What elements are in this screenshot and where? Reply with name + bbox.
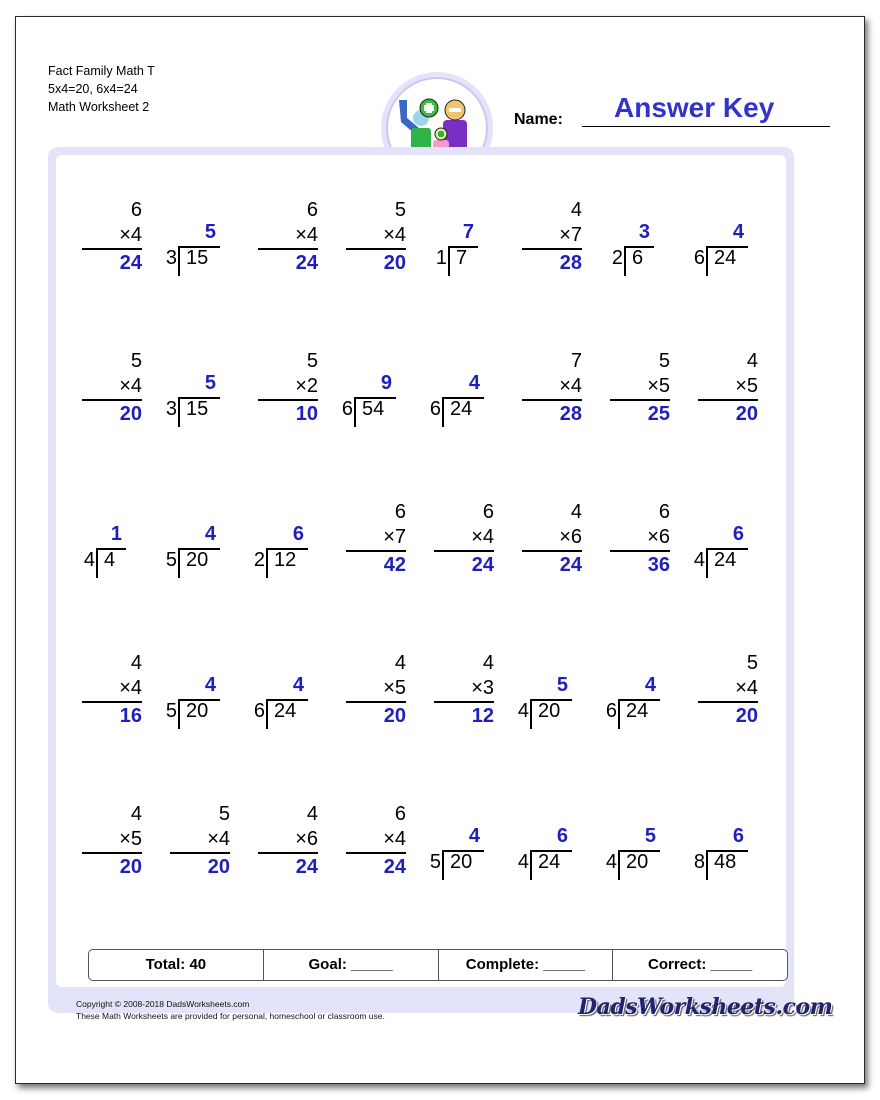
- product-answer: 20: [383, 705, 406, 727]
- division-problem: [693, 220, 748, 276]
- divisor: 8: [693, 851, 705, 873]
- factor-top: 6: [394, 501, 406, 523]
- quotient-answer: 5: [556, 674, 568, 696]
- factor-top: 6: [482, 501, 494, 523]
- division-problem: [693, 522, 748, 578]
- multiplication-problem: [258, 802, 318, 881]
- division-problem: [341, 371, 396, 427]
- product-answer: 24: [383, 856, 406, 878]
- division-problem: [611, 220, 654, 276]
- dividend: 24: [714, 549, 737, 571]
- quotient-answer: 4: [204, 523, 216, 545]
- quotient-answer: 7: [462, 221, 474, 243]
- factor-bottom: ×5: [82, 827, 142, 854]
- quotient-answer: 4: [204, 674, 216, 696]
- division-problem: [517, 824, 572, 880]
- quotient-answer: 3: [638, 221, 650, 243]
- multiplication-problem: [170, 802, 230, 881]
- factor-bottom: ×3: [434, 676, 494, 703]
- product-answer: 20: [207, 856, 230, 878]
- multiplication-problem: [610, 500, 670, 579]
- division-problem: [693, 824, 748, 880]
- divisor: 4: [83, 549, 95, 571]
- dividend: 20: [186, 549, 209, 571]
- multiplication-problem: [82, 198, 142, 277]
- division-problem: [165, 522, 220, 578]
- complete-score[interactable]: Complete: _____: [439, 950, 614, 980]
- multiplication-problem: [82, 651, 142, 730]
- quotient-answer: 4: [468, 372, 480, 394]
- division-problem: [253, 673, 308, 729]
- name-label: Name:: [514, 111, 563, 128]
- name-area: [514, 85, 834, 129]
- factor-bottom: ×6: [522, 525, 582, 552]
- factor-top: 5: [130, 350, 142, 372]
- division-problem: [253, 522, 308, 578]
- divisor: 2: [611, 247, 623, 269]
- worksheet-title: Fact Family Math T: [48, 64, 155, 78]
- divisor: 5: [165, 700, 177, 722]
- quotient-answer: 6: [556, 825, 568, 847]
- factor-bottom: ×5: [610, 374, 670, 401]
- dividend: 15: [186, 247, 209, 269]
- multiplication-problem: [82, 349, 142, 428]
- product-answer: 20: [735, 705, 758, 727]
- division-problem: [165, 371, 220, 427]
- factor-bottom: ×4: [698, 676, 758, 703]
- worksheet-number: Math Worksheet 2: [48, 100, 150, 114]
- usage-notice: These Math Worksheets are provided for personal, homeschool or classroom use.: [76, 1011, 385, 1021]
- factor-top: 5: [306, 350, 318, 372]
- quotient-answer: 4: [644, 674, 656, 696]
- total-score: Total: 40: [89, 950, 264, 980]
- dividend: 7: [456, 247, 468, 269]
- dividend: 48: [714, 851, 737, 873]
- factor-top: 4: [306, 803, 318, 825]
- divisor: 6: [605, 700, 617, 722]
- divisor: 6: [429, 398, 441, 420]
- product-answer: 10: [295, 403, 318, 425]
- factor-top: 4: [570, 501, 582, 523]
- divisor: 3: [165, 398, 177, 420]
- multiplication-problem: [522, 349, 582, 428]
- dividend: 24: [714, 247, 737, 269]
- factor-bottom: ×5: [346, 676, 406, 703]
- factor-bottom: ×4: [82, 374, 142, 401]
- worksheet-header-info: [48, 62, 155, 116]
- product-answer: 20: [119, 403, 142, 425]
- factor-bottom: ×4: [522, 374, 582, 401]
- product-answer: 36: [647, 554, 670, 576]
- divisor: 5: [165, 549, 177, 571]
- factor-bottom: ×5: [698, 374, 758, 401]
- multiplication-problem: [346, 500, 406, 579]
- answer-key-title: Answer Key: [614, 92, 775, 123]
- quotient-answer: 4: [292, 674, 304, 696]
- product-answer: 24: [295, 856, 318, 878]
- product-answer: 28: [559, 252, 582, 274]
- divisor: 3: [165, 247, 177, 269]
- dividend: 24: [538, 851, 561, 873]
- factor-top: 5: [746, 652, 758, 674]
- multiplication-problem: [346, 802, 406, 881]
- quotient-answer: 6: [732, 523, 744, 545]
- multiplication-problem: [522, 500, 582, 579]
- factor-bottom: ×4: [434, 525, 494, 552]
- factor-top: 5: [394, 199, 406, 221]
- goal-score[interactable]: Goal: _____: [264, 950, 439, 980]
- multiplication-problem: [522, 198, 582, 277]
- multiplication-problem: [346, 198, 406, 277]
- quotient-answer: 9: [380, 372, 392, 394]
- division-problem: [605, 673, 660, 729]
- multiplication-problem: [698, 349, 758, 428]
- product-answer: 20: [735, 403, 758, 425]
- divisor: 6: [253, 700, 265, 722]
- division-problem: [429, 371, 484, 427]
- factor-bottom: ×4: [82, 676, 142, 703]
- factor-bottom: ×6: [258, 827, 318, 854]
- quotient-answer: 6: [732, 825, 744, 847]
- quotient-answer: 5: [204, 372, 216, 394]
- factor-top: 7: [570, 350, 582, 372]
- division-problem: [165, 220, 220, 276]
- division-problem: [429, 824, 484, 880]
- factor-bottom: ×4: [170, 827, 230, 854]
- quotient-answer: 4: [468, 825, 480, 847]
- dividend: 20: [450, 851, 473, 873]
- factor-top: 4: [570, 199, 582, 221]
- divisor: 6: [693, 247, 705, 269]
- factor-bottom: ×2: [258, 374, 318, 401]
- multiplication-problem: [610, 349, 670, 428]
- product-answer: 20: [383, 252, 406, 274]
- factor-top: 4: [746, 350, 758, 372]
- product-answer: 24: [119, 252, 142, 274]
- product-answer: 25: [647, 403, 670, 425]
- divisor: 4: [517, 851, 529, 873]
- divisor: 6: [341, 398, 353, 420]
- dividend: 20: [538, 700, 561, 722]
- product-answer: 20: [119, 856, 142, 878]
- division-problem: [435, 220, 478, 276]
- dividend: 20: [626, 851, 649, 873]
- dividend: 24: [626, 700, 649, 722]
- dividend: 12: [274, 549, 297, 571]
- product-answer: 28: [559, 403, 582, 425]
- multiplication-problem: [258, 349, 318, 428]
- factor-top: 5: [658, 350, 670, 372]
- product-answer: 12: [471, 705, 494, 727]
- dividend: 15: [186, 398, 209, 420]
- dividend: 20: [186, 700, 209, 722]
- product-answer: 16: [119, 705, 142, 727]
- multiplication-problem: [82, 802, 142, 881]
- division-problem: [165, 673, 220, 729]
- factor-bottom: ×7: [346, 525, 406, 552]
- brand-logo: DadsWorksheets.com: [578, 994, 833, 1020]
- dividend: 6: [632, 247, 644, 269]
- division-problem: [517, 673, 572, 729]
- copyright-notice: [76, 998, 385, 1022]
- factor-top: 6: [394, 803, 406, 825]
- division-problem: [605, 824, 660, 880]
- factor-top: 4: [482, 652, 494, 674]
- score-bar: [88, 949, 788, 981]
- quotient-answer: 1: [110, 523, 122, 545]
- multiplication-problem: [434, 651, 494, 730]
- factor-top: 4: [394, 652, 406, 674]
- product-answer: 24: [295, 252, 318, 274]
- quotient-answer: 4: [732, 221, 744, 243]
- quotient-answer: 5: [204, 221, 216, 243]
- multiplication-problem: [698, 651, 758, 730]
- factor-top: 6: [130, 199, 142, 221]
- product-answer: 42: [383, 554, 406, 576]
- multiplication-problem: [434, 500, 494, 579]
- factor-bottom: ×4: [346, 827, 406, 854]
- worksheet-subtitle: 5x4=20, 6x4=24: [48, 82, 138, 96]
- dividend: 24: [274, 700, 297, 722]
- factor-top: 4: [130, 652, 142, 674]
- divisor: 1: [435, 247, 447, 269]
- quotient-answer: 6: [292, 523, 304, 545]
- multiplication-problem: [346, 651, 406, 730]
- factor-bottom: ×4: [82, 223, 142, 250]
- quotient-answer: 5: [644, 825, 656, 847]
- multiplication-problem: [258, 198, 318, 277]
- factor-bottom: ×4: [258, 223, 318, 250]
- copyright-text: Copyright © 2008-2018 DadsWorksheets.com: [76, 999, 250, 1009]
- divisor: 4: [605, 851, 617, 873]
- dividend: 24: [450, 398, 473, 420]
- factor-bottom: ×7: [522, 223, 582, 250]
- correct-score[interactable]: Correct: _____: [648, 956, 753, 973]
- factor-top: 5: [218, 803, 230, 825]
- dividend: 4: [104, 549, 116, 571]
- dividend: 54: [362, 398, 385, 420]
- divisor: 5: [429, 851, 441, 873]
- factor-top: 6: [658, 501, 670, 523]
- name-field[interactable]: [582, 126, 830, 127]
- product-answer: 24: [559, 554, 582, 576]
- factor-bottom: ×4: [346, 223, 406, 250]
- factor-bottom: ×6: [610, 525, 670, 552]
- division-problem: [83, 522, 126, 578]
- factor-top: 6: [306, 199, 318, 221]
- divisor: 4: [517, 700, 529, 722]
- factor-top: 4: [130, 803, 142, 825]
- divisor: 4: [693, 549, 705, 571]
- product-answer: 24: [471, 554, 494, 576]
- divisor: 2: [253, 549, 265, 571]
